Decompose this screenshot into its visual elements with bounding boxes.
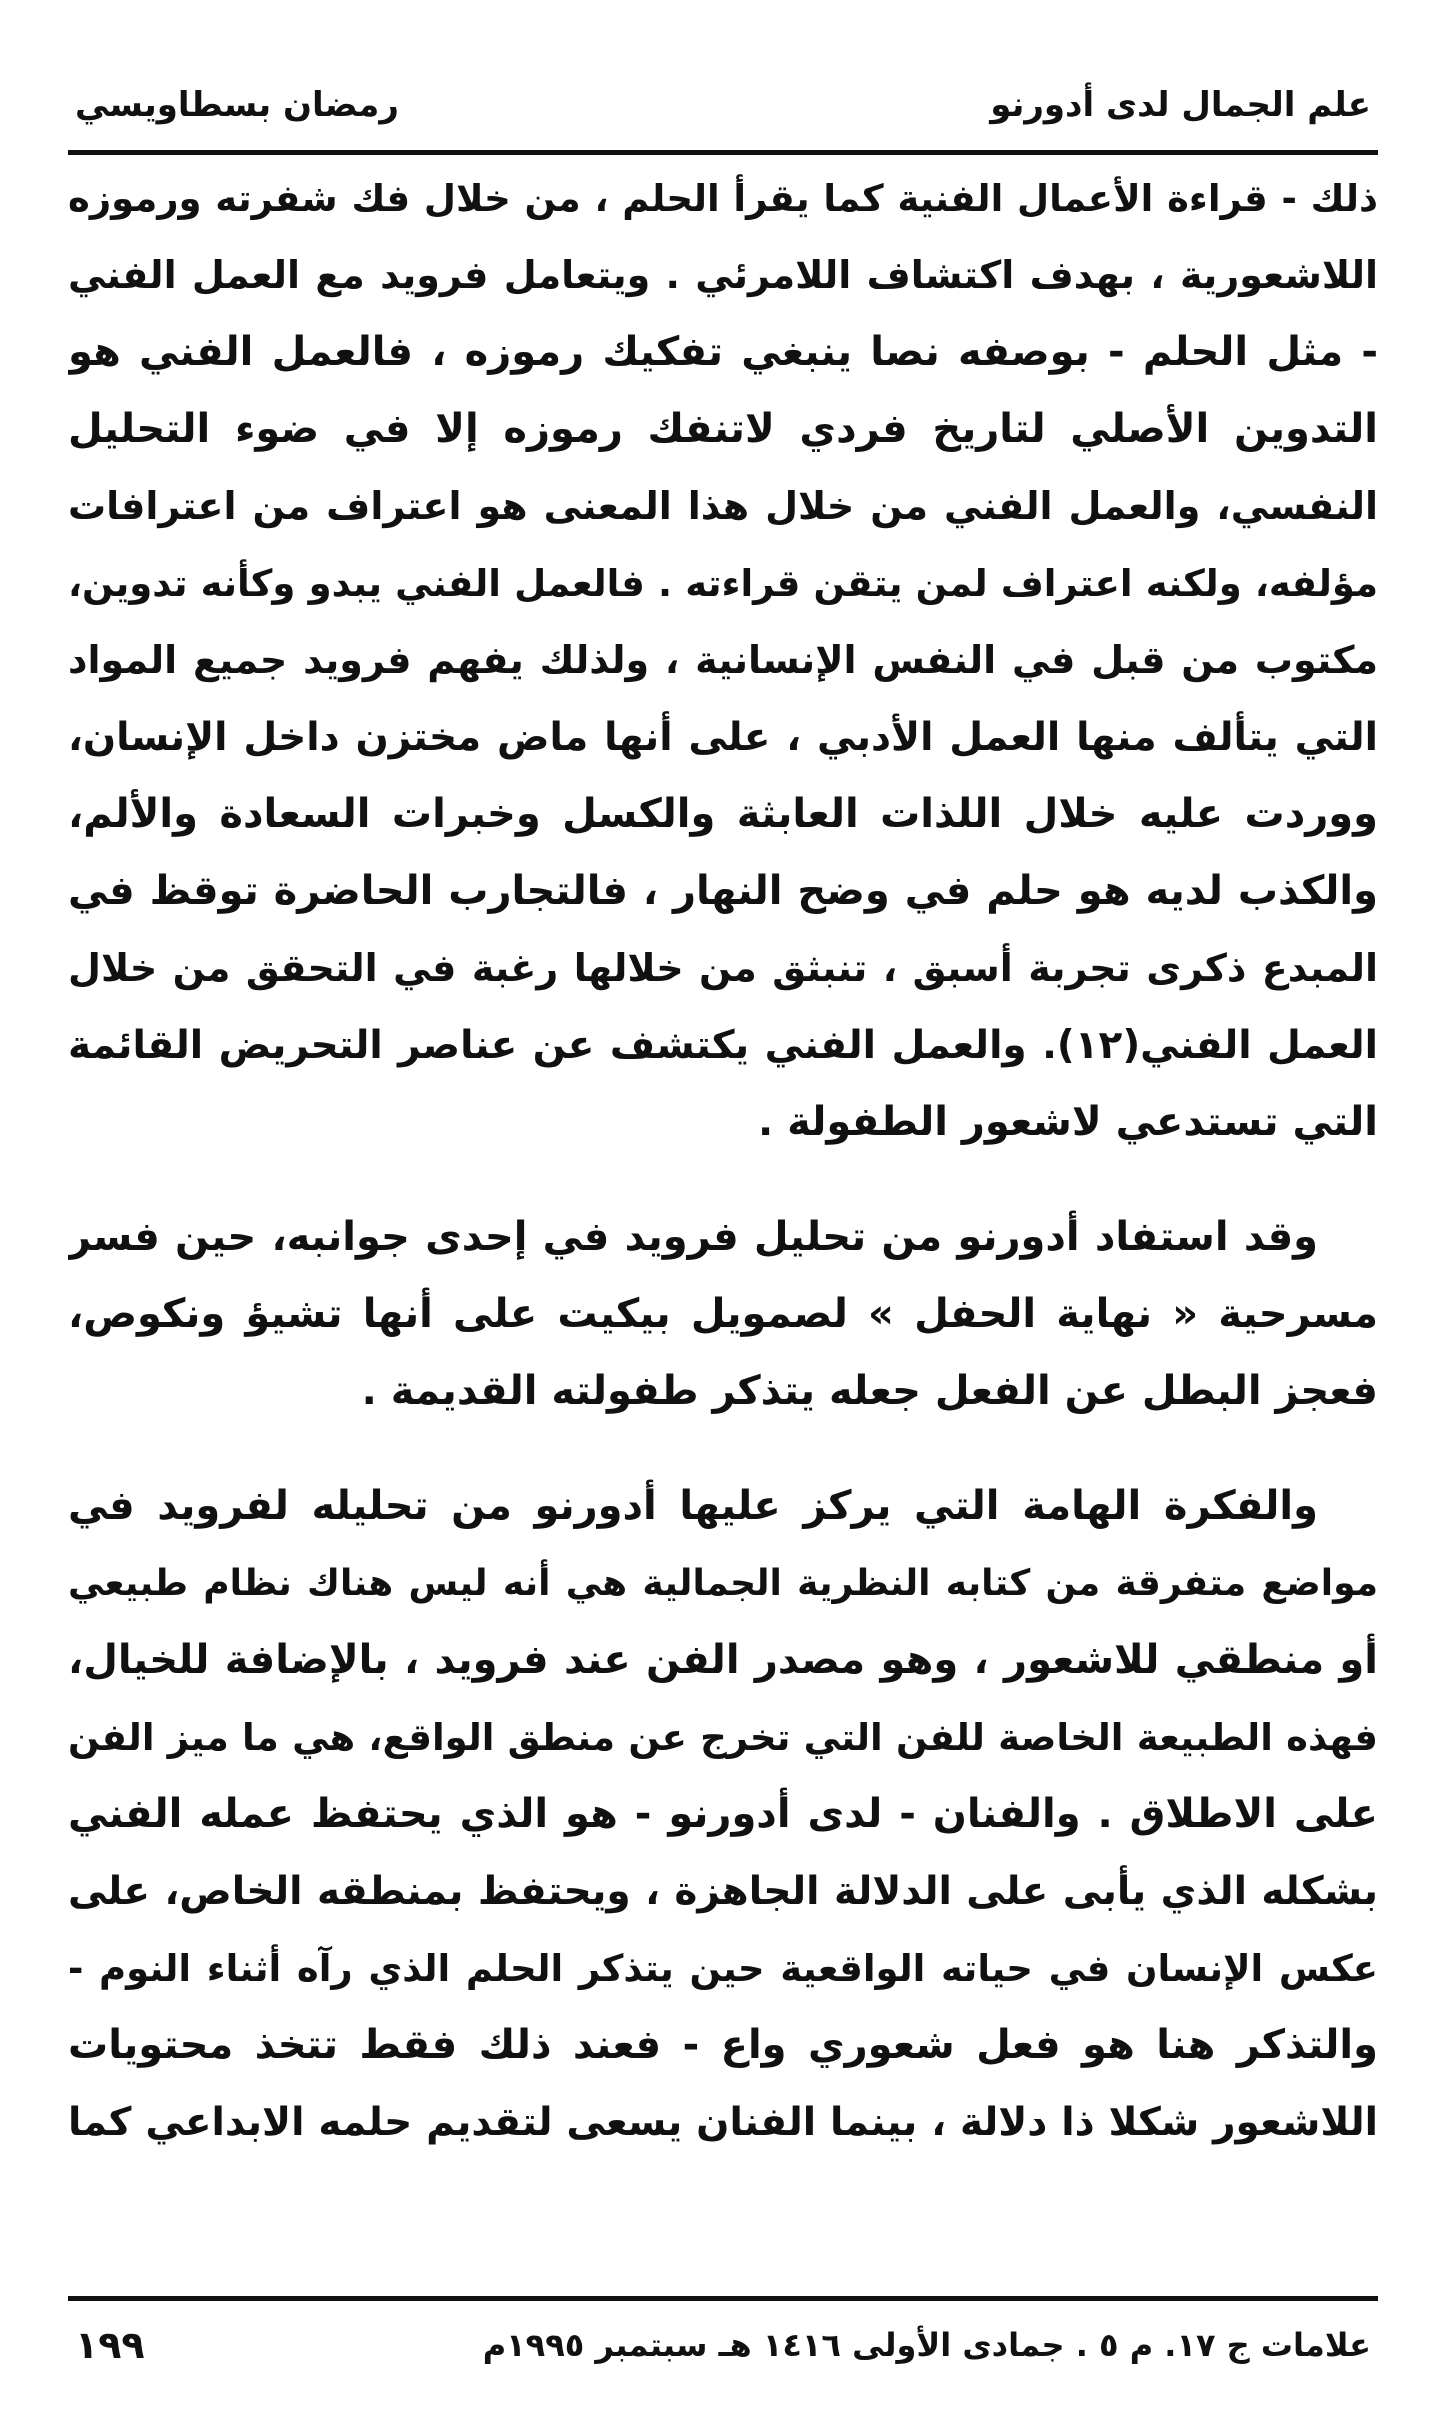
paragraph-1-line-3: - مثل الحلم - بوصفه نصا ينبغي تفكيك رموزه ، فالعمل الفني هو: [68, 329, 1378, 375]
paragraph-3-line-9: اللاشعور شكلا ذا دلالة ، بينما الفنان يسعى لتقديم حلمه الابداعي كما: [68, 2100, 1378, 2145]
paragraph-1-line-6: مؤلفه، ولكنه اعتراف لمن يتقن قراءته . فالعمل الفني يبدو وكأنه تدوين،: [68, 562, 1378, 605]
header-author: رمضان بسطاويسي: [75, 85, 399, 125]
footer-rule: [68, 2296, 1378, 2301]
paragraph-3-line-5: على الاطلاق . والفنان - لدى أدورنو - هو الذي يحتفظ عمله الفني: [68, 1791, 1378, 1837]
paragraph-gap: [68, 1161, 1378, 1199]
paragraph-1-line-8: التي يتألف منها العمل الأدبي ، على أنها ماض مختزن داخل الإنسان،: [68, 715, 1378, 760]
body-text: [68, 160, 1378, 2161]
header-title: علم الجمال لدى أدورنو: [990, 85, 1371, 125]
paragraph-3-line-3: أو منطقي للاشعور ، وهو مصدر الفن عند فرويد ، بالإضافة للخيال،: [68, 1637, 1378, 1683]
page-number: ١٩٩: [75, 2323, 145, 2367]
paragraph-2-line-3: فعجز البطل عن الفعل جعله يتذكر طفولته القديمة .: [361, 1368, 1378, 1414]
paragraph-gap: [68, 1430, 1378, 1468]
paragraph-1-line-10: والكذب لديه هو حلم في وضح النهار ، فالتجارب الحاضرة توقظ في: [68, 868, 1378, 914]
paragraph-1-line-9: ووردت عليه خلال اللذات العابثة والكسل وخبرات السعادة والألم،: [68, 791, 1378, 837]
paragraph-1-line-1: ذلك - قراءة الأعمال الفنية كما يقرأ الحلم ، من خلال فك شفرته ورموزه: [68, 177, 1378, 220]
paragraph-1-line-2: اللاشعورية ، بهدف اكتشاف اللامرئي . ويتعامل فرويد مع العمل الفني: [68, 253, 1378, 297]
paragraph-3-line-2: مواضع متفرقة من كتابه النظرية الجمالية هي أنه ليس هناك نظام طبيعي: [68, 1563, 1378, 1604]
paragraph-2-line-1: وقد استفاد أدورنو من تحليل فرويد في إحدى جوانبه، حين فسر: [68, 1214, 1318, 1260]
running-header: [75, 70, 1371, 140]
paragraph-3-line-7: عكس الإنسان في حياته الواقعية حين يتذكر الحلم الذي رآه أثناء النوم -: [68, 1947, 1378, 1990]
paragraph-3-line-1: والفكرة الهامة التي يركز عليها أدورنو من تحليله لفرويد في: [68, 1483, 1318, 1529]
paragraph-3-line-6: بشكله الذي يأبى على الدلالة الجاهزة ، ويحتفظ بمنطقه الخاص، على: [68, 1869, 1378, 1914]
paragraph-3-line-4: فهذه الطبيعة الخاصة للفن التي تخرج عن منطق الواقع، هي ما ميز الفن: [68, 1716, 1378, 1759]
paragraph-1-line-4: التدوين الأصلي لتاريخ فردي لاتنفك رموزه إلا في ضوء التحليل: [68, 406, 1378, 452]
paragraph-1-line-12: العمل الفني(١٢). والعمل الفني يكتشف عن عناصر التحريض القائمة: [68, 1023, 1378, 1068]
footer-citation: علامات ج ١٧. م ٥ . جمادى الأولى ١٤١٦ هـ سبتمبر ١٩٩٥م: [482, 2326, 1371, 2364]
paragraph-2-line-2: مسرحية « نهاية الحفل » لصمويل بيكيت على أنها تشيؤ ونكوص،: [68, 1291, 1378, 1337]
paragraph-1-line-7: مكتوب من قبل في النفس الإنسانية ، ولذلك يفهم فرويد جميع المواد: [68, 638, 1378, 682]
paragraph-1-line-11: المبدع ذكرى تجربة أسبق ، تنبثق من خلالها رغبة في التحقق من خلال: [68, 946, 1378, 990]
paragraph-1-line-13: التي تستدعي لاشعور الطفولة .: [757, 1099, 1378, 1145]
header-rule: [68, 150, 1378, 155]
running-footer: [75, 2310, 1371, 2380]
paragraph-1-line-5: النفسي، والعمل الفني من خلال هذا المعنى هو اعتراف من اعترافات: [68, 484, 1378, 528]
paragraph-3-line-8: والتذكر هنا هو فعل شعوري واع - فعند ذلك فقط تتخذ محتويات: [68, 2022, 1378, 2068]
